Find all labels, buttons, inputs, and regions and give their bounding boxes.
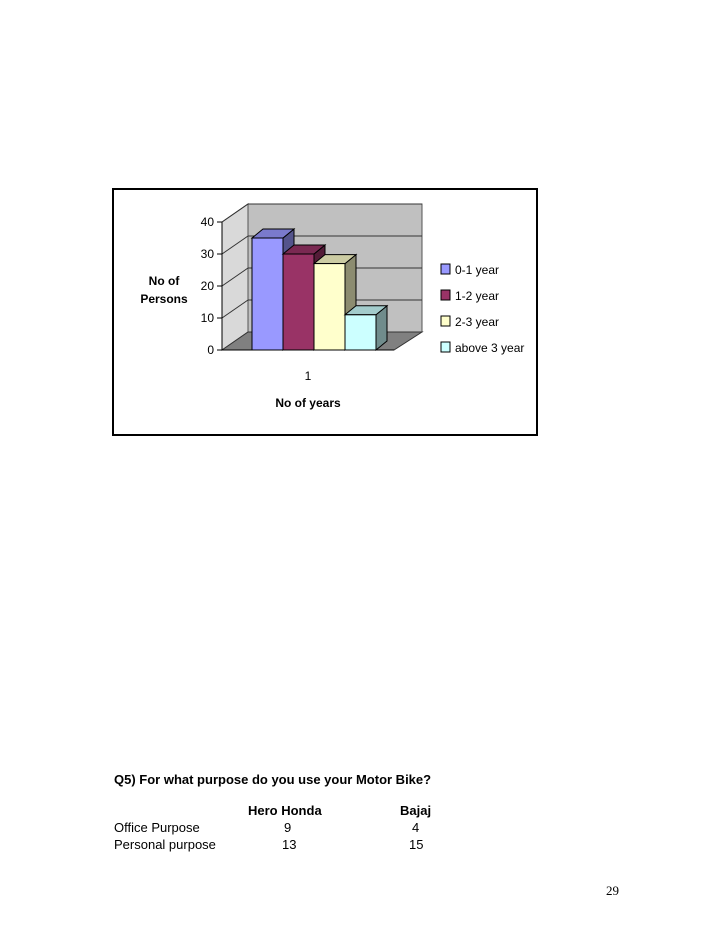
legend-swatch <box>441 290 450 300</box>
office-bajaj-value: 4 <box>412 820 420 835</box>
legend-swatch <box>441 316 450 326</box>
y-axis-title: No of <box>148 274 180 288</box>
y-axis-title: Persons <box>140 292 188 306</box>
column-header-hero-honda: Hero Honda <box>248 803 322 818</box>
legend-swatch <box>441 264 450 274</box>
y-tick-label: 10 <box>200 311 214 325</box>
legend-label: above 3 year <box>455 341 525 355</box>
y-tick-label: 20 <box>200 279 214 293</box>
row-label-personal: Personal purpose <box>114 837 216 852</box>
row-label-office: Office Purpose <box>114 820 200 835</box>
bar <box>345 315 376 350</box>
legend-swatch <box>441 342 450 352</box>
column-header-bajaj: Bajaj <box>400 803 432 818</box>
legend-label: 2-3 year <box>455 315 500 329</box>
page-number: 29 <box>606 883 619 898</box>
chart-frame <box>112 188 538 436</box>
personal-bajaj-value: 15 <box>409 837 424 852</box>
x-tick-label: 1 <box>304 369 312 383</box>
office-hero-honda-value: 9 <box>284 820 292 835</box>
legend-label: 1-2 year <box>455 289 500 303</box>
x-axis-title: No of years <box>275 396 341 410</box>
legend-label: 0-1 year <box>455 263 500 277</box>
bar <box>252 238 283 350</box>
y-tick-label: 30 <box>200 247 214 261</box>
y-tick-label: 0 <box>207 343 214 357</box>
y-tick-label: 40 <box>200 215 214 229</box>
bar <box>283 254 314 350</box>
bar <box>314 264 345 350</box>
question-title: Q5) For what purpose do you use your Motor Bike? <box>114 772 432 787</box>
bar-chart <box>114 190 538 436</box>
personal-hero-honda-value: 13 <box>282 837 297 852</box>
